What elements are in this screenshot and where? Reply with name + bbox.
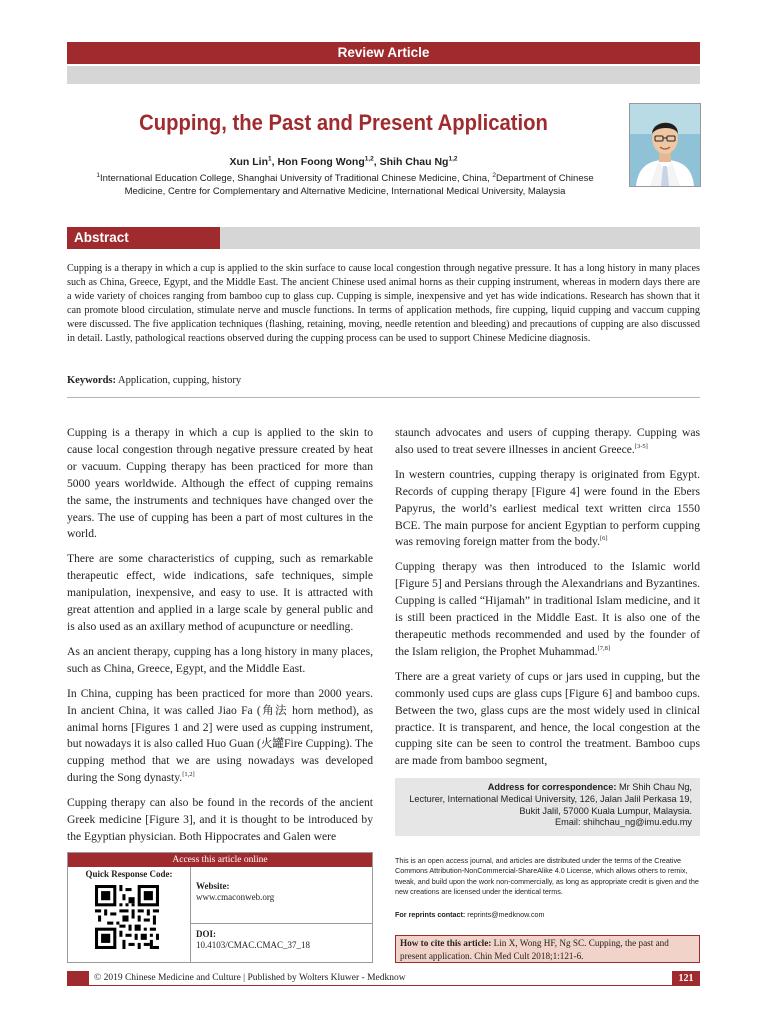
author-3: Shih Chau Ng [379, 156, 449, 168]
page-number: 121 [678, 973, 694, 984]
correspondence-box [395, 778, 700, 836]
access-box-title: Access this article online [68, 853, 372, 867]
right-paragraph-4: There are a great variety of cups or jars used in cupping, but the commonly used cups are glass cups [Figure 6] and bamboo cups. Between the two, glass cups are the most widely used in clinical practice. It is transparent, and hence, the local congestion at the cupping site can be seen to control the treatment. Bamboo cups are made from bamboo segment, [395, 669, 700, 768]
left-column [67, 425, 373, 854]
citation-label: How to cite this article: [400, 938, 492, 948]
doi-block [196, 929, 310, 951]
author-1: Xun Lin [229, 156, 268, 168]
right-paragraph-3: Cupping therapy was then introduced to the Islamic world [Figure 5] and Persians through the Alexandrians and Byzantines. Cupping is called “Hijamah” in traditional Islam medicine, and it is still been practiced in the Middle East. It is also one of the therapeutic methods recommended and used by the founder of the Islam religion, the Prophet Muhammad.[7,8] [395, 560, 700, 658]
footer-text: © 2019 Chinese Medicine and Culture | Published by Wolters Kluwer - Medknow [94, 973, 406, 983]
article-title: Cupping, the Past and Present Application [139, 110, 548, 135]
footer-rule [67, 985, 700, 986]
citation-box [395, 935, 700, 963]
right-paragraph-2: In western countries, cupping therapy is originated from Egypt. Records of cupping therapy [Figure 4] were found in the Ebers Papyrus, the world’s earliest medical text written circa 1550 BCE. The main purpose for ancient Egyptian to perform cupping was removing foreign matter from the body.[6] [395, 467, 700, 549]
affiliation-1: International Education College, Shanghai University of Traditional Chinese Medicine, China, [99, 173, 493, 184]
abstract-text: Cupping is a therapy in which a cup is applied to the skin surface to cause local congestion through negative pressure. It has a long history in many places such as China, Greece, Egypt, and the Middle East. The ancient Chinese used animal horns as their cupping instrument, whereas in modern days there are a wide variety of choices ranging from bamboo cup to glass cup. Cupping is simple, inexpensive and yet has wide indications. Research has shown that it can promote blood circulation, stimulate nerve and muscle functions. In terms of application methods, fire cupping, liquid cupping and vaccum cupping were discussed. The five application techniques (flashing, retaining, moving, needle retention and bleeding) and precautions of cupping are also discussed in detail. Lastly, pathological reactions observed during the cupping process can be used to support Chinese Medicine diagnosis. [67, 263, 700, 344]
right-paragraph-1: staunch advocates and users of cupping therapy. Cupping was also used to treat severe illnesses in ancient Greece.[3-5] [395, 426, 700, 456]
keywords [67, 374, 700, 388]
keywords-value: Application, cupping, history [118, 375, 242, 386]
keywords-label: Keywords: [67, 375, 116, 386]
left-paragraph-3: As an ancient therapy, cupping has a long history in many places, such as China, Greece, Egypt, and the Middle East. [67, 644, 373, 675]
right-column [395, 425, 700, 778]
license-text: This is an open access journal, and articles are distributed under the terms of the Creative Commons Attribution-NonCommercial-ShareAlike 4.0 License, which allows others to remix, tweak, and build upon the work non-commercially, as long as appropriate credit is given and the new creations are licensed under the identical terms. [395, 856, 699, 896]
header-grey-band [67, 66, 700, 84]
section-label: Review Article [337, 45, 430, 60]
website-label: Website: [196, 881, 230, 891]
page-number-badge [672, 971, 700, 986]
qr-column-divider [190, 867, 191, 962]
citation-ref: [1,2] [182, 771, 195, 779]
abstract-heading-band [220, 227, 700, 249]
website-block [196, 881, 274, 903]
left-paragraph-2: There are some characteristics of cupping, such as remarkable therapeutic effect, wide indications, safe techniques, simple manipulation, inexpensive, and easy to use. It is attracted with great attention and applied in a large scale by general public and is also used as an axillary method of acupuncture or needling. [67, 552, 373, 633]
abstract-divider [67, 397, 700, 398]
qr-label: Quick Response Code: [85, 869, 173, 879]
author-photo [629, 103, 701, 187]
author-photo-icon [630, 104, 700, 186]
reprints-line [395, 910, 700, 920]
reprints-email[interactable]: reprints@medknow.com [467, 910, 545, 919]
correspondence-email: Email: shihchau_ng@imu.edu.my [555, 817, 692, 828]
left-paragraph-1: Cupping is a therapy in which a cup is applied to the skin to cause local congestion through negative pressure created by heat or vacuum. Cupping therapy has been practiced for more than 5000 years worldwide. Although the effect of cupping remains the same, the instruments and techniques have changed over the years. The use of cupping has been a part of most cultures in the world. [67, 426, 373, 541]
section-header [67, 42, 700, 64]
doi-link[interactable]: 10.4103/CMAC.CMAC_37_18 [196, 940, 311, 950]
footer-left-marker [67, 971, 89, 986]
abstract-heading [67, 227, 220, 249]
author-list: Xun Lin$^1$, Hon Foong Wong$^{1,2}$, Shih Chau Ng$^{1,2}$ [229, 155, 458, 168]
correspondence-line-2: Bukit Jalil, 57000 Kuala Lumpur, Malaysia. [519, 805, 692, 816]
access-box [67, 852, 373, 963]
correspondence-heading: Address for correspondence: Mr Shih Chau Ng, [487, 782, 692, 792]
abstract-heading-label: Abstract [74, 230, 129, 245]
citation-ref: [6] [599, 535, 608, 543]
qr-code-icon[interactable] [95, 885, 159, 949]
citation-ref: [3-5] [634, 443, 648, 451]
citation-ref: [7,8] [597, 645, 610, 653]
author-2: Hon Foong Wong [277, 156, 365, 168]
affiliation-2: Department of Chinese Medicine, Centre for Complementary and Alternative Medicine, International Medical University, Malaysia [124, 173, 594, 197]
affiliations: $^1$International Education College, Shanghai University of Traditional Chinese Medicine, China, $^2$Department of Chinese Medicine, Centre for Complementary and Alternative Medicine, International Medical University, Malaysia [96, 171, 594, 197]
access-row-divider [191, 923, 372, 924]
left-paragraph-5: Cupping therapy can also be found in the records of the ancient Greek medicine [Figure 3], and it is thought to be introduced by the Egyptian physician. Both Hippocrates and Galen were [67, 796, 373, 843]
doi-label: DOI: [196, 929, 216, 939]
reprints-label: For reprints contact: [395, 910, 466, 919]
citation-text: Lin X, Wong HF, Ng SC. Cupping, the past and present application. Chin Med Cult 2018;1:121-6. [400, 938, 669, 961]
left-paragraph-4: In China, cupping has been practiced for more than 2000 years. In ancient China, it was called Jiao Fa (角法 horn method), as animal horns [Figures 1 and 2] were used as cupping instrument, but nowadays it is also called Huo Guan (火罐Fire Cupping). The cupping method that we are using nowadays was developed during the Song dynasty.[1,2] [67, 686, 374, 785]
website-link[interactable]: www.cmaconweb.org [196, 892, 275, 902]
correspondence-line-1: Lecturer, International Medical University, 126, Jalan Jalil Perkasa 19, [409, 793, 692, 804]
